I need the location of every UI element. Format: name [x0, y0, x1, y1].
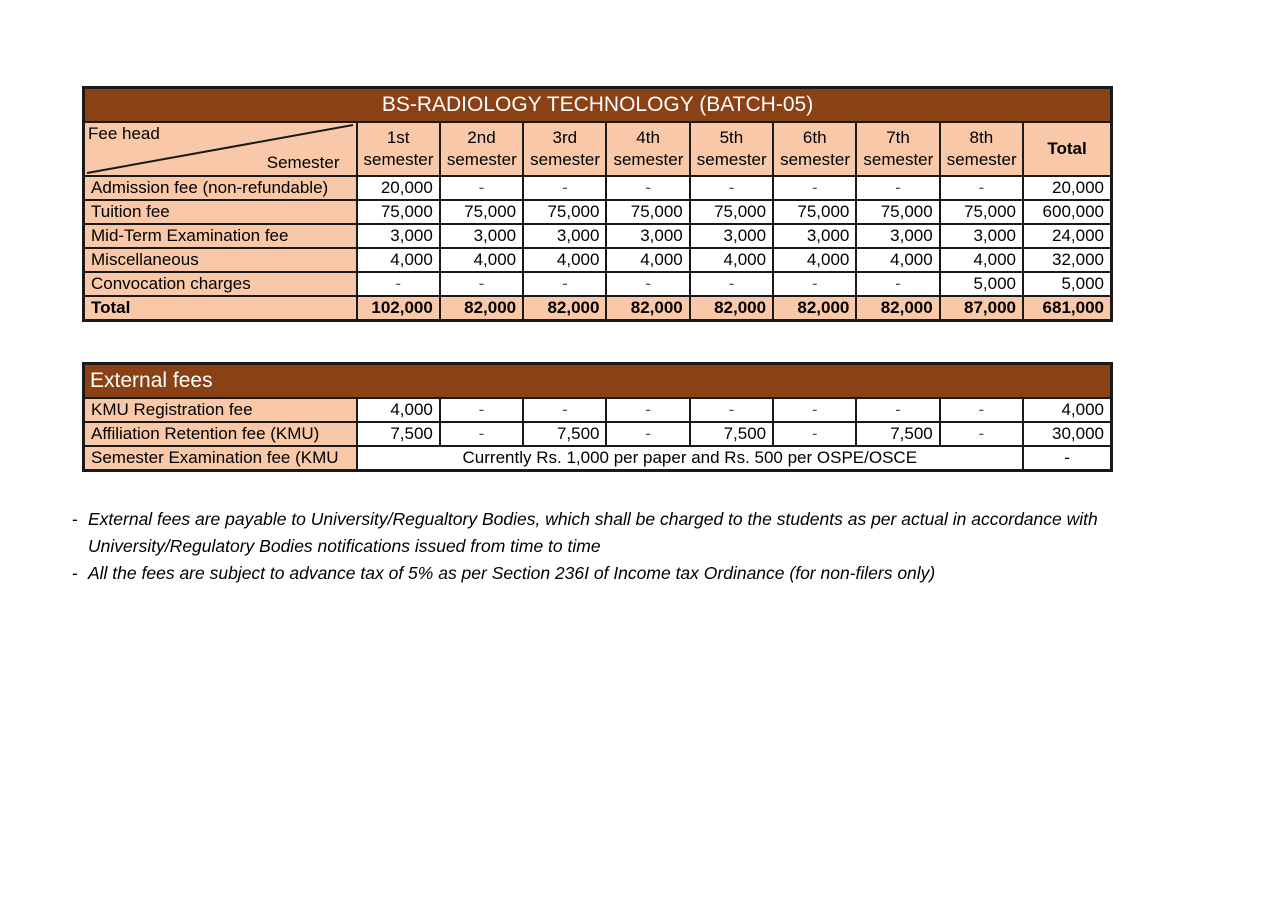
- external-fees-title: External fees: [84, 364, 1112, 399]
- table-row: [84, 272, 1112, 296]
- fee-value-cell: -: [773, 176, 856, 200]
- fee-value-cell: -: [440, 176, 523, 200]
- fee-value-cell: 75,000: [773, 200, 856, 224]
- fee-value-cell: 82,000: [690, 296, 773, 321]
- fee-head-cell: Miscellaneous: [84, 248, 357, 272]
- fee-head-cell: Semester Examination fee (KMU: [84, 446, 357, 471]
- semester-header: 5th semester: [690, 122, 773, 176]
- table-row: [84, 398, 1112, 422]
- fee-value-cell: 7,500: [856, 422, 939, 446]
- fee-value-cell: 75,000: [940, 200, 1023, 224]
- footnote-item: [72, 506, 1152, 560]
- fee-head-cell: Admission fee (non-refundable): [84, 176, 357, 200]
- fee-value-cell: 75,000: [690, 200, 773, 224]
- external-fee-rows: [84, 398, 1112, 471]
- fee-value-cell: 3,000: [940, 224, 1023, 248]
- fee-value-cell: 7,500: [690, 422, 773, 446]
- table-row: [84, 446, 1112, 471]
- fee-head-cell: KMU Registration fee: [84, 398, 357, 422]
- fee-value-cell: -: [606, 272, 689, 296]
- fee-value-cell: -: [440, 272, 523, 296]
- fee-value-cell: 82,000: [606, 296, 689, 321]
- fee-value-cell: 3,000: [523, 224, 606, 248]
- row-total-cell: 32,000: [1023, 248, 1111, 272]
- table-row: [84, 200, 1112, 224]
- external-fees-table: [82, 362, 1113, 472]
- fee-head-label: Fee head: [88, 124, 160, 143]
- fee-value-cell: -: [606, 398, 689, 422]
- fee-value-cell: 4,000: [690, 248, 773, 272]
- total-header: Total: [1023, 122, 1111, 176]
- footnote-bullet: -: [72, 563, 78, 583]
- fee-value-cell: 4,000: [856, 248, 939, 272]
- fee-value-cell: 3,000: [773, 224, 856, 248]
- fee-value-cell: 82,000: [856, 296, 939, 321]
- row-total-cell: 4,000: [1023, 398, 1111, 422]
- fee-rows: [84, 176, 1112, 321]
- fee-value-cell: 4,000: [523, 248, 606, 272]
- fee-value-cell: -: [523, 398, 606, 422]
- semester-header: 6th semester: [773, 122, 856, 176]
- fee-value-cell: 75,000: [523, 200, 606, 224]
- fee-value-cell: 7,500: [523, 422, 606, 446]
- row-total-cell: 24,000: [1023, 224, 1111, 248]
- row-total-cell: 5,000: [1023, 272, 1111, 296]
- table-title: BS-RADIOLOGY TECHNOLOGY (BATCH-05): [84, 88, 1112, 123]
- fee-value-cell: -: [440, 422, 523, 446]
- exam-fee-note: Currently Rs. 1,000 per paper and Rs. 500 per OSPE/OSCE: [357, 446, 1024, 471]
- fee-value-cell: -: [606, 422, 689, 446]
- corner-header: [84, 122, 357, 176]
- fee-value-cell: -: [523, 176, 606, 200]
- semester-header: 4th semester: [606, 122, 689, 176]
- fee-value-cell: -: [940, 176, 1023, 200]
- row-total-cell: 30,000: [1023, 422, 1111, 446]
- fee-value-cell: 7,500: [357, 422, 440, 446]
- fee-value-cell: 3,000: [690, 224, 773, 248]
- fee-value-cell: 87,000: [940, 296, 1023, 321]
- footnote-text: All the fees are subject to advance tax of 5% as per Section 236I of Income tax Ordinance (for non-filers only): [88, 563, 936, 583]
- fee-value-cell: 4,000: [940, 248, 1023, 272]
- fee-head-cell: Tuition fee: [84, 200, 357, 224]
- fee-value-cell: -: [690, 272, 773, 296]
- semester-header: 1st semester: [357, 122, 440, 176]
- fee-value-cell: 102,000: [357, 296, 440, 321]
- fee-value-cell: -: [856, 398, 939, 422]
- fee-value-cell: -: [856, 176, 939, 200]
- fee-value-cell: -: [773, 422, 856, 446]
- fee-value-cell: -: [690, 176, 773, 200]
- row-total-cell: -: [1023, 446, 1111, 471]
- fee-head-cell: Mid-Term Examination fee: [84, 224, 357, 248]
- fee-value-cell: 75,000: [357, 200, 440, 224]
- fee-value-cell: 82,000: [773, 296, 856, 321]
- fee-value-cell: -: [523, 272, 606, 296]
- fee-value-cell: -: [940, 422, 1023, 446]
- fee-structure-table: [82, 86, 1113, 322]
- semester-header: 8th semester: [940, 122, 1023, 176]
- fee-value-cell: -: [940, 398, 1023, 422]
- table-row: [84, 248, 1112, 272]
- fee-value-cell: -: [856, 272, 939, 296]
- fee-value-cell: 75,000: [856, 200, 939, 224]
- row-total-cell: 20,000: [1023, 176, 1111, 200]
- fee-value-cell: 4,000: [357, 398, 440, 422]
- total-row: [84, 296, 1112, 321]
- semester-header: 2nd semester: [440, 122, 523, 176]
- footnote-text: External fees are payable to University/Regualtory Bodies, which shall be charged to the students as per actual in accordance with University/Regulatory Bodies notifications issued from time to time: [88, 509, 1098, 556]
- table-row: [84, 224, 1112, 248]
- semester-header: 3rd semester: [523, 122, 606, 176]
- table-row: [84, 422, 1112, 446]
- fee-head-cell: Convocation charges: [84, 272, 357, 296]
- fee-value-cell: -: [440, 398, 523, 422]
- fee-value-cell: 75,000: [606, 200, 689, 224]
- fee-head-cell: Affiliation Retention fee (KMU): [84, 422, 357, 446]
- fee-value-cell: 4,000: [357, 248, 440, 272]
- fee-value-cell: 4,000: [440, 248, 523, 272]
- fee-value-cell: 82,000: [440, 296, 523, 321]
- fee-value-cell: 3,000: [856, 224, 939, 248]
- fee-value-cell: 4,000: [606, 248, 689, 272]
- fee-value-cell: 3,000: [606, 224, 689, 248]
- fee-value-cell: 3,000: [357, 224, 440, 248]
- fee-value-cell: -: [357, 272, 440, 296]
- fee-head-cell: Total: [84, 296, 357, 321]
- table-row: [84, 176, 1112, 200]
- fee-value-cell: 4,000: [773, 248, 856, 272]
- fee-value-cell: 20,000: [357, 176, 440, 200]
- fee-value-cell: 3,000: [440, 224, 523, 248]
- fee-value-cell: -: [606, 176, 689, 200]
- fee-value-cell: 75,000: [440, 200, 523, 224]
- fee-value-cell: 82,000: [523, 296, 606, 321]
- fee-value-cell: 5,000: [940, 272, 1023, 296]
- footnote-bullet: -: [72, 509, 78, 529]
- semester-header: 7th semester: [856, 122, 939, 176]
- row-total-cell: 600,000: [1023, 200, 1111, 224]
- footnotes: [72, 506, 1152, 587]
- fee-value-cell: -: [773, 272, 856, 296]
- fee-value-cell: -: [690, 398, 773, 422]
- fee-value-cell: -: [773, 398, 856, 422]
- semester-label: Semester: [266, 153, 340, 172]
- footnote-item: [72, 560, 1152, 587]
- row-total-cell: 681,000: [1023, 296, 1111, 321]
